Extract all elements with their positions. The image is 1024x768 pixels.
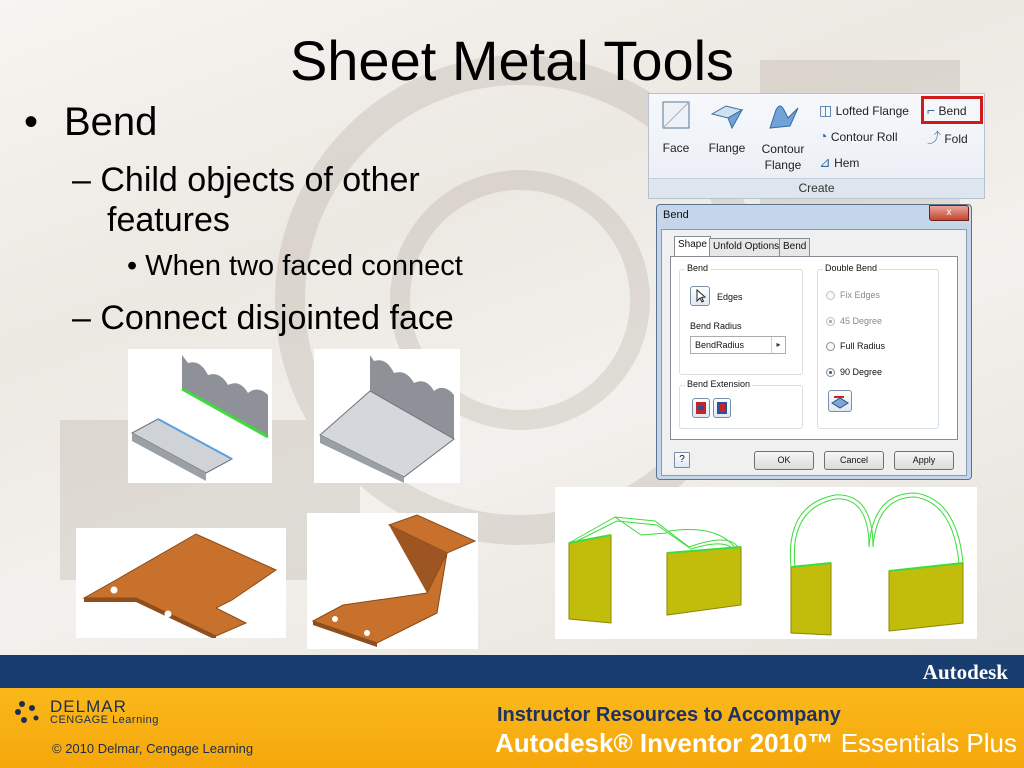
publisher-name: DELMAR	[50, 697, 127, 716]
edges-label: Edges	[717, 292, 743, 302]
contour-flange-icon	[766, 100, 800, 130]
cursor-arrow-icon	[691, 287, 709, 305]
extend-aligned-button[interactable]	[692, 398, 710, 418]
flip-fixed-edge-button[interactable]	[828, 390, 852, 412]
flange-button[interactable]: Flange	[705, 100, 749, 160]
close-button[interactable]: x	[929, 205, 969, 221]
bullet-dot: •	[127, 250, 146, 282]
dialog-body	[661, 229, 967, 476]
fold-button[interactable]: ⤴ Fold	[927, 130, 968, 146]
shape-tab-panel	[670, 256, 958, 440]
flange-icon	[710, 100, 744, 130]
radio-90-degree[interactable]	[826, 368, 835, 377]
hem-button[interactable]: ⊿ Hem	[819, 154, 860, 170]
course-line-2: Autodesk® Inventor 2010™ Essentials Plus	[495, 728, 1018, 758]
cancel-button[interactable]: Cancel	[824, 451, 884, 470]
tab-bend[interactable]: Bend	[779, 238, 810, 256]
apply-button[interactable]: Apply	[894, 451, 954, 470]
ribbon-group-label: Create	[649, 178, 984, 198]
face-button[interactable]: Face	[657, 100, 695, 160]
copyright-text: © 2010 Delmar, Cengage Learning	[52, 741, 254, 756]
contour-roll-icon: ◔	[819, 128, 828, 144]
face-icon	[661, 100, 691, 130]
radio-fix-edges[interactable]	[826, 291, 835, 300]
lofted-flange-button[interactable]: ◫ Lofted Flange	[819, 102, 909, 118]
bullet-level2-a: – Child objects of other	[72, 161, 420, 199]
delmar-logo-icon	[14, 698, 46, 726]
footer-brand-bar	[0, 655, 1024, 688]
fold-icon: ⤴	[927, 130, 941, 146]
bend-extension-group: Bend Extension	[679, 385, 803, 429]
tab-shape[interactable]: Shape	[674, 236, 711, 256]
radio-full-radius[interactable]	[826, 342, 835, 351]
image-bend-after	[314, 349, 460, 483]
publisher-subtitle: CENGAGE Learning	[50, 714, 159, 726]
edges-select-button[interactable]	[690, 286, 710, 306]
arrow-right-icon[interactable]: ▸	[771, 337, 785, 353]
image-copper-bent-part	[307, 513, 478, 649]
bullet-level2-a-cont: features	[107, 201, 230, 239]
ok-button[interactable]: OK	[754, 451, 814, 470]
autodesk-logo: Autodesk	[922, 660, 1008, 684]
hem-icon: ⊿	[819, 154, 831, 170]
bend-radius-field[interactable]: BendRadius ▸	[690, 336, 786, 354]
dash: –	[72, 299, 101, 337]
extension-perpendicular-icon	[714, 399, 730, 417]
bend-group: Bend Edges Bend Radius BendRadius ▸	[679, 269, 803, 375]
contour-roll-button[interactable]: ◔ Contour Roll	[819, 128, 898, 144]
course-line-1: Instructor Resources to Accompany	[497, 704, 841, 726]
contour-flange-button[interactable]: Contour Flange	[757, 100, 809, 176]
bullet-dot: •	[24, 100, 39, 144]
image-double-bend-examples	[555, 487, 977, 639]
dash: –	[72, 161, 101, 199]
bend-icon: ⌐	[927, 102, 936, 118]
tab-unfold-options[interactable]: Unfold Options	[709, 238, 783, 256]
radio-45-degree[interactable]	[826, 317, 835, 326]
image-bend-before	[128, 349, 272, 483]
bend-radius-label: Bend Radius	[690, 321, 742, 331]
bullet-level3: • When two faced connect	[127, 250, 463, 282]
flip-edge-icon	[829, 391, 851, 411]
slide-title: Sheet Metal Tools	[289, 29, 735, 92]
help-button[interactable]: ?	[674, 452, 690, 468]
image-copper-plate	[76, 528, 286, 638]
extension-aligned-icon	[693, 399, 709, 417]
bend-dialog	[656, 204, 972, 480]
double-bend-group: Double Bend Fix Edges 45 Degree Full Radius 90 Degree	[817, 269, 939, 429]
bullet-level2-b: – Connect disjointed face	[72, 299, 454, 337]
sheet-metal-ribbon	[648, 93, 985, 199]
dialog-title: Bend	[663, 209, 689, 221]
extend-perpendicular-button[interactable]	[713, 398, 731, 418]
lofted-flange-icon: ◫	[819, 102, 833, 118]
bend-button[interactable]: ⌐ Bend	[927, 102, 967, 118]
